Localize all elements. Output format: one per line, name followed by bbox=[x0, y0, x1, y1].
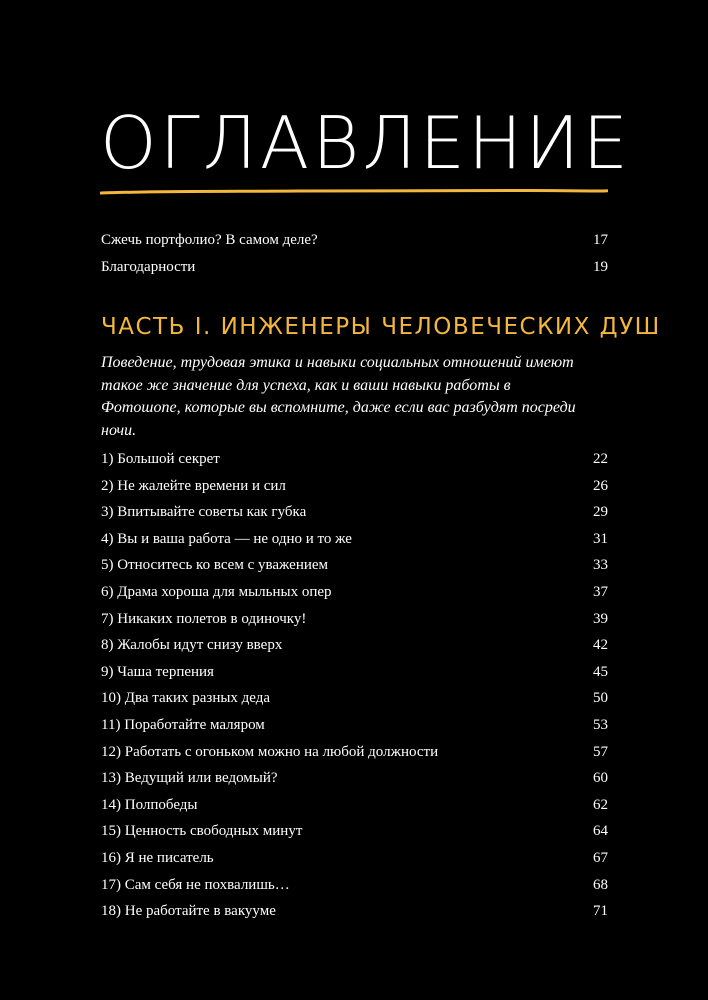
toc-entry-label: Сжечь портфолио? В самом деле? bbox=[101, 232, 318, 248]
toc-entry[interactable] bbox=[101, 504, 608, 531]
toc-entry-page: 26 bbox=[593, 477, 608, 494]
toc-entry[interactable] bbox=[101, 557, 608, 584]
toc-entry[interactable] bbox=[101, 770, 608, 797]
toc-entry[interactable] bbox=[101, 637, 608, 664]
toc-entry[interactable] bbox=[101, 664, 608, 691]
toc-entry-label: 14) Полпобеды bbox=[101, 796, 198, 813]
toc-entry[interactable] bbox=[101, 259, 608, 286]
toc-entry-label: 13) Ведущий или ведомый? bbox=[101, 770, 278, 787]
toc-entry[interactable] bbox=[101, 531, 608, 558]
toc-entry-page: 33 bbox=[593, 557, 608, 574]
toc-entry-label: 17) Сам себя не похвалишь… bbox=[101, 876, 290, 893]
toc-entry-page: 50 bbox=[593, 690, 608, 707]
toc-entry[interactable] bbox=[101, 232, 608, 259]
page-title: ОГЛАВЛЕНИЕ bbox=[100, 101, 631, 185]
toc-entry-label: 4) Вы и ваша работа — не одно и то же bbox=[101, 530, 352, 547]
toc-entry-page: 60 bbox=[593, 770, 608, 787]
toc-entry-page: 71 bbox=[593, 903, 608, 920]
toc-entry-label: 16) Я не писатель bbox=[101, 849, 214, 866]
toc-entry-label: 1) Большой секрет bbox=[101, 451, 220, 467]
toc-entry[interactable] bbox=[101, 611, 608, 638]
toc-entry-page: 67 bbox=[593, 849, 608, 866]
toc-entry-label: 10) Два таких разных деда bbox=[101, 690, 271, 707]
part-heading: ЧАСТЬ I. ИНЖЕНЕРЫ ЧЕЛОВЕЧЕСКИХ ДУШ bbox=[101, 314, 661, 340]
toc-entry-label: 2) Не жалейте времени и сил bbox=[101, 477, 286, 494]
toc-entry-page: 39 bbox=[593, 610, 608, 627]
toc-entry-page: 64 bbox=[593, 823, 608, 840]
toc-entry-page: 62 bbox=[593, 796, 608, 813]
toc-entry[interactable] bbox=[101, 717, 608, 744]
toc-entry-page: 45 bbox=[593, 663, 608, 680]
toc-entry[interactable] bbox=[101, 877, 608, 904]
toc-entry[interactable] bbox=[101, 584, 608, 611]
toc-entry-label: 12) Работать с огоньком можно на любой должности bbox=[101, 743, 439, 760]
toc-entry[interactable] bbox=[101, 850, 608, 877]
toc-entry-label: 11) Поработайте маляром bbox=[101, 716, 265, 733]
part1-toc-list bbox=[101, 451, 608, 930]
toc-entry-page: 17 bbox=[593, 232, 608, 248]
toc-entry-label: 9) Чаша терпения bbox=[101, 663, 214, 680]
title-underline bbox=[100, 186, 608, 198]
toc-entry-label: 7) Никаких полетов в одиночку! bbox=[101, 610, 307, 627]
toc-entry[interactable] bbox=[101, 823, 608, 850]
toc-entry[interactable] bbox=[101, 478, 608, 505]
intro-toc-list bbox=[101, 232, 608, 285]
toc-entry-page: 31 bbox=[593, 530, 608, 547]
toc-entry-label: 8) Жалобы идут снизу вверх bbox=[101, 637, 283, 654]
toc-entry[interactable] bbox=[101, 744, 608, 771]
toc-entry[interactable] bbox=[101, 690, 608, 717]
toc-entry[interactable] bbox=[101, 797, 608, 824]
toc-entry-label: 3) Впитывайте советы как губка bbox=[101, 504, 307, 521]
toc-entry-label: 15) Ценность свободных минут bbox=[101, 823, 303, 840]
toc-entry[interactable] bbox=[101, 451, 608, 478]
toc-entry-page: 19 bbox=[593, 258, 608, 275]
toc-entry-label: 6) Драма хороша для мыльных опер bbox=[101, 583, 332, 600]
toc-entry-page: 22 bbox=[593, 451, 608, 467]
toc-entry[interactable] bbox=[101, 903, 608, 930]
toc-entry-label: 18) Не работайте в вакууме bbox=[101, 903, 276, 920]
toc-entry-label: 5) Относитесь ко всем с уважением bbox=[101, 557, 329, 574]
toc-entry-label: Благодарности bbox=[101, 258, 196, 275]
toc-entry-page: 57 bbox=[593, 743, 608, 760]
toc-entry-page: 53 bbox=[593, 716, 608, 733]
toc-entry-page: 68 bbox=[593, 876, 608, 893]
toc-entry-page: 29 bbox=[593, 504, 608, 521]
part-description: Поведение, трудовая этика и навыки социальных отношений имеют такое же значение для успеха, как и ваши навыки работы в Фотошопе, которые вы вспомните, даже если вас разбудят посреди ночи. bbox=[101, 354, 576, 439]
toc-entry-page: 42 bbox=[593, 637, 608, 654]
toc-entry-page: 37 bbox=[593, 583, 608, 600]
